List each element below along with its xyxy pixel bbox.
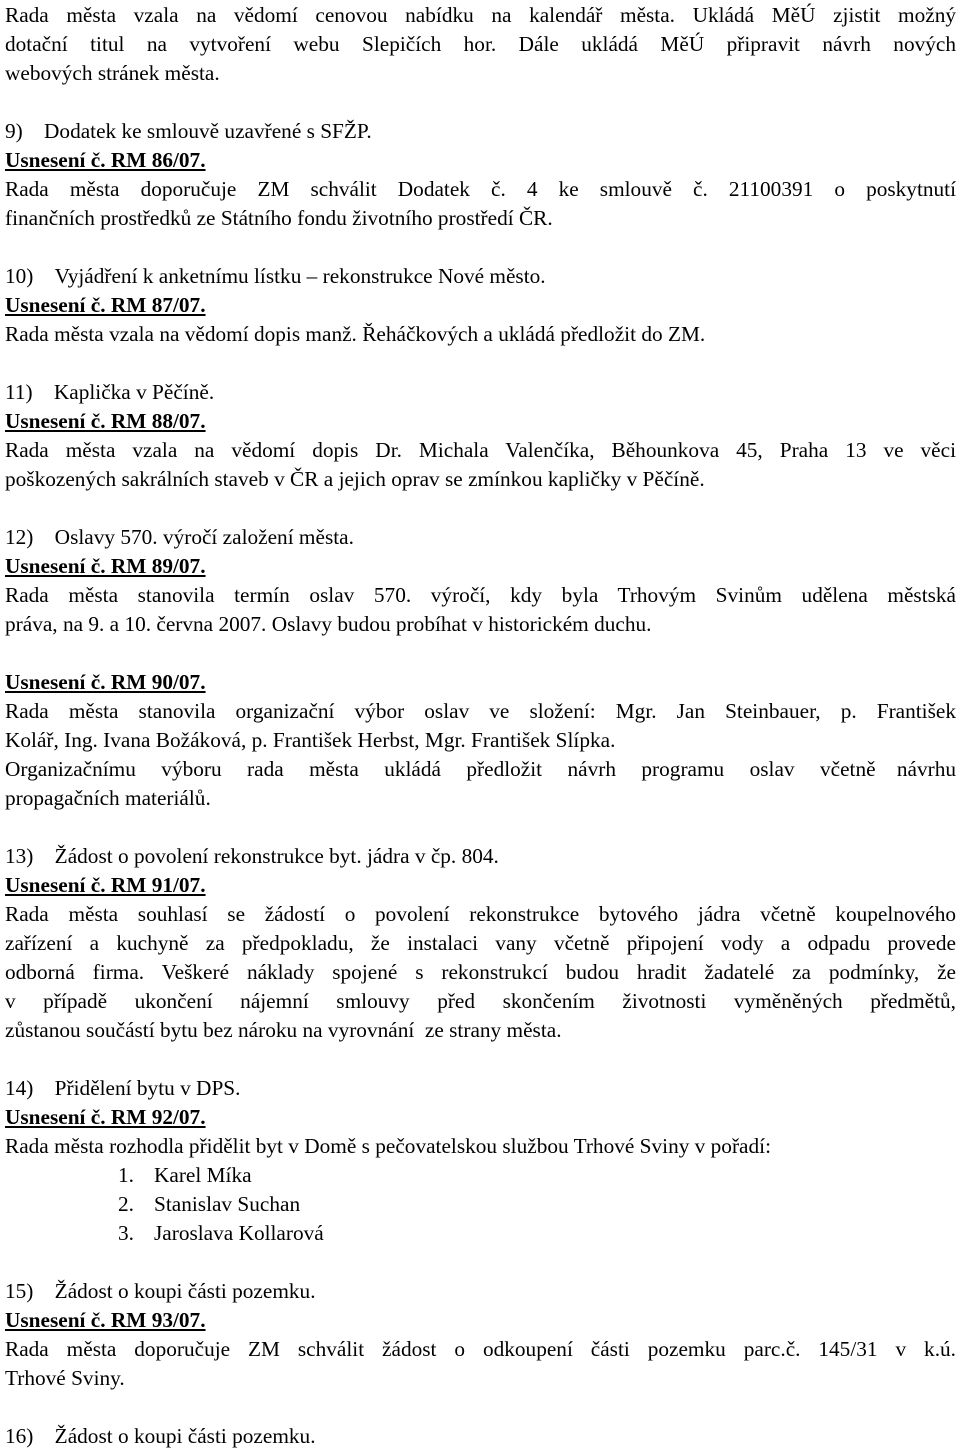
- intro-line-1: Rada města vzala na vědomí cenovou nabídku na kalendář města. Ukládá MěÚ zjistit možný: [5, 3, 956, 27]
- item-14-line-1: Rada města rozhodla přidělit byt v Domě s pečovatelskou službou Trhové Sviny v pořadí:: [5, 1134, 771, 1158]
- item-12-resolution-2: Usnesení č. RM 90/07.: [5, 670, 206, 694]
- item-9-line-1: Rada města doporučuje ZM schválit Dodatek č. 4 ke smlouvě č. 21100391 o poskytnutí: [5, 177, 956, 201]
- item-13-line-3: odborná firma. Veškeré náklady spojené s rekonstrukcí budou hradit žadatelé za podmínky, že: [5, 960, 956, 984]
- item-14-resolution: Usnesení č. RM 92/07.: [5, 1105, 206, 1129]
- intro-line-2: dotační titul na vytvoření webu Slepičích hor. Dále ukládá MěÚ připravit návrh nových: [5, 32, 956, 56]
- list-item-name: Stanislav Suchan: [154, 1192, 301, 1216]
- item-12-heading: 12) Oslavy 570. výročí založení města.: [5, 525, 354, 549]
- item-15-line-1: Rada města doporučuje ZM schválit žádost o odkoupení části pozemku parc.č. 145/31 v k.ú.: [5, 1337, 956, 1361]
- item-15-heading: 15) Žádost o koupi části pozemku.: [5, 1279, 316, 1303]
- item-13-line-2: zařízení a kuchyně za předpokladu, že instalaci vany včetně připojení vody a odpadu provede: [5, 931, 956, 955]
- item-10-line-1: Rada města vzala na vědomí dopis manž. Řeháčkových a ukládá předložit do ZM.: [5, 322, 706, 346]
- item-9-heading: 9) Dodatek ke smlouvě uzavřené s SFŽP.: [5, 119, 372, 143]
- item-15-resolution: Usnesení č. RM 93/07.: [5, 1308, 206, 1332]
- list-item-number: 3.: [118, 1221, 134, 1245]
- item-11-line-1: Rada města vzala na vědomí dopis Dr. Michala Valenčíka, Běhounkova 45, Praha 13 ve věci: [5, 438, 956, 462]
- item-12-line-5: Organizačnímu výboru rada města ukládá předložit návrh programu oslav včetně návrhu: [5, 757, 956, 781]
- list-item-name: Karel Míka: [154, 1163, 252, 1187]
- list-item-number: 2.: [118, 1192, 134, 1216]
- intro-line-3: webových stránek města.: [5, 61, 220, 85]
- item-14-heading: 14) Přidělení bytu v DPS.: [5, 1076, 241, 1100]
- list-item-name: Jaroslava Kollarová: [154, 1221, 324, 1245]
- item-11-heading: 11) Kaplička v Pěčíně.: [5, 380, 215, 404]
- item-12-line-6: propagačních materiálů.: [5, 786, 211, 810]
- item-12-line-2: práva, na 9. a 10. června 2007. Oslavy budou probíhat v historickém duchu.: [5, 612, 652, 636]
- item-16-heading: 16) Žádost o koupi části pozemku.: [5, 1424, 316, 1448]
- list-item-number: 1.: [118, 1163, 134, 1187]
- item-13-heading: 13) Žádost o povolení rekonstrukce byt. jádra v čp. 804.: [5, 844, 499, 868]
- item-11-line-2: poškozených sakrálních staveb v ČR a jejich oprav se zmínkou kapličky v Pěčíně.: [5, 467, 705, 491]
- item-13-line-5: zůstanou součástí bytu bez nároku na vyrovnání ze strany města.: [5, 1018, 562, 1042]
- item-13-line-1: Rada města souhlasí se žádostí o povolení rekonstrukce bytového jádra včetně koupelnového: [5, 902, 956, 926]
- item-13-line-4: v případě ukončení nájemní smlouvy před skončením životnosti vyměněných předmětů,: [5, 989, 956, 1013]
- item-12-resolution: Usnesení č. RM 89/07.: [5, 554, 206, 578]
- item-13-resolution: Usnesení č. RM 91/07.: [5, 873, 206, 897]
- item-11-resolution: Usnesení č. RM 88/07.: [5, 409, 206, 433]
- item-15-line-2: Trhové Sviny.: [5, 1366, 125, 1390]
- item-12-line-4: Kolář, Ing. Ivana Božáková, p. František Herbst, Mgr. František Slípka.: [5, 728, 616, 752]
- item-10-resolution: Usnesení č. RM 87/07.: [5, 293, 206, 317]
- item-12-line-3: Rada města stanovila organizační výbor oslav ve složení: Mgr. Jan Steinbauer, p. František: [5, 699, 956, 723]
- item-9-line-2: finančních prostředků ze Státního fondu životního prostředí ČR.: [5, 206, 553, 230]
- item-10-heading: 10) Vyjádření k anketnímu lístku – rekonstrukce Nové město.: [5, 264, 546, 288]
- item-12-line-1: Rada města stanovila termín oslav 570. výročí, kdy byla Trhovým Svinům udělena městská: [5, 583, 956, 607]
- item-9-resolution: Usnesení č. RM 86/07.: [5, 148, 206, 172]
